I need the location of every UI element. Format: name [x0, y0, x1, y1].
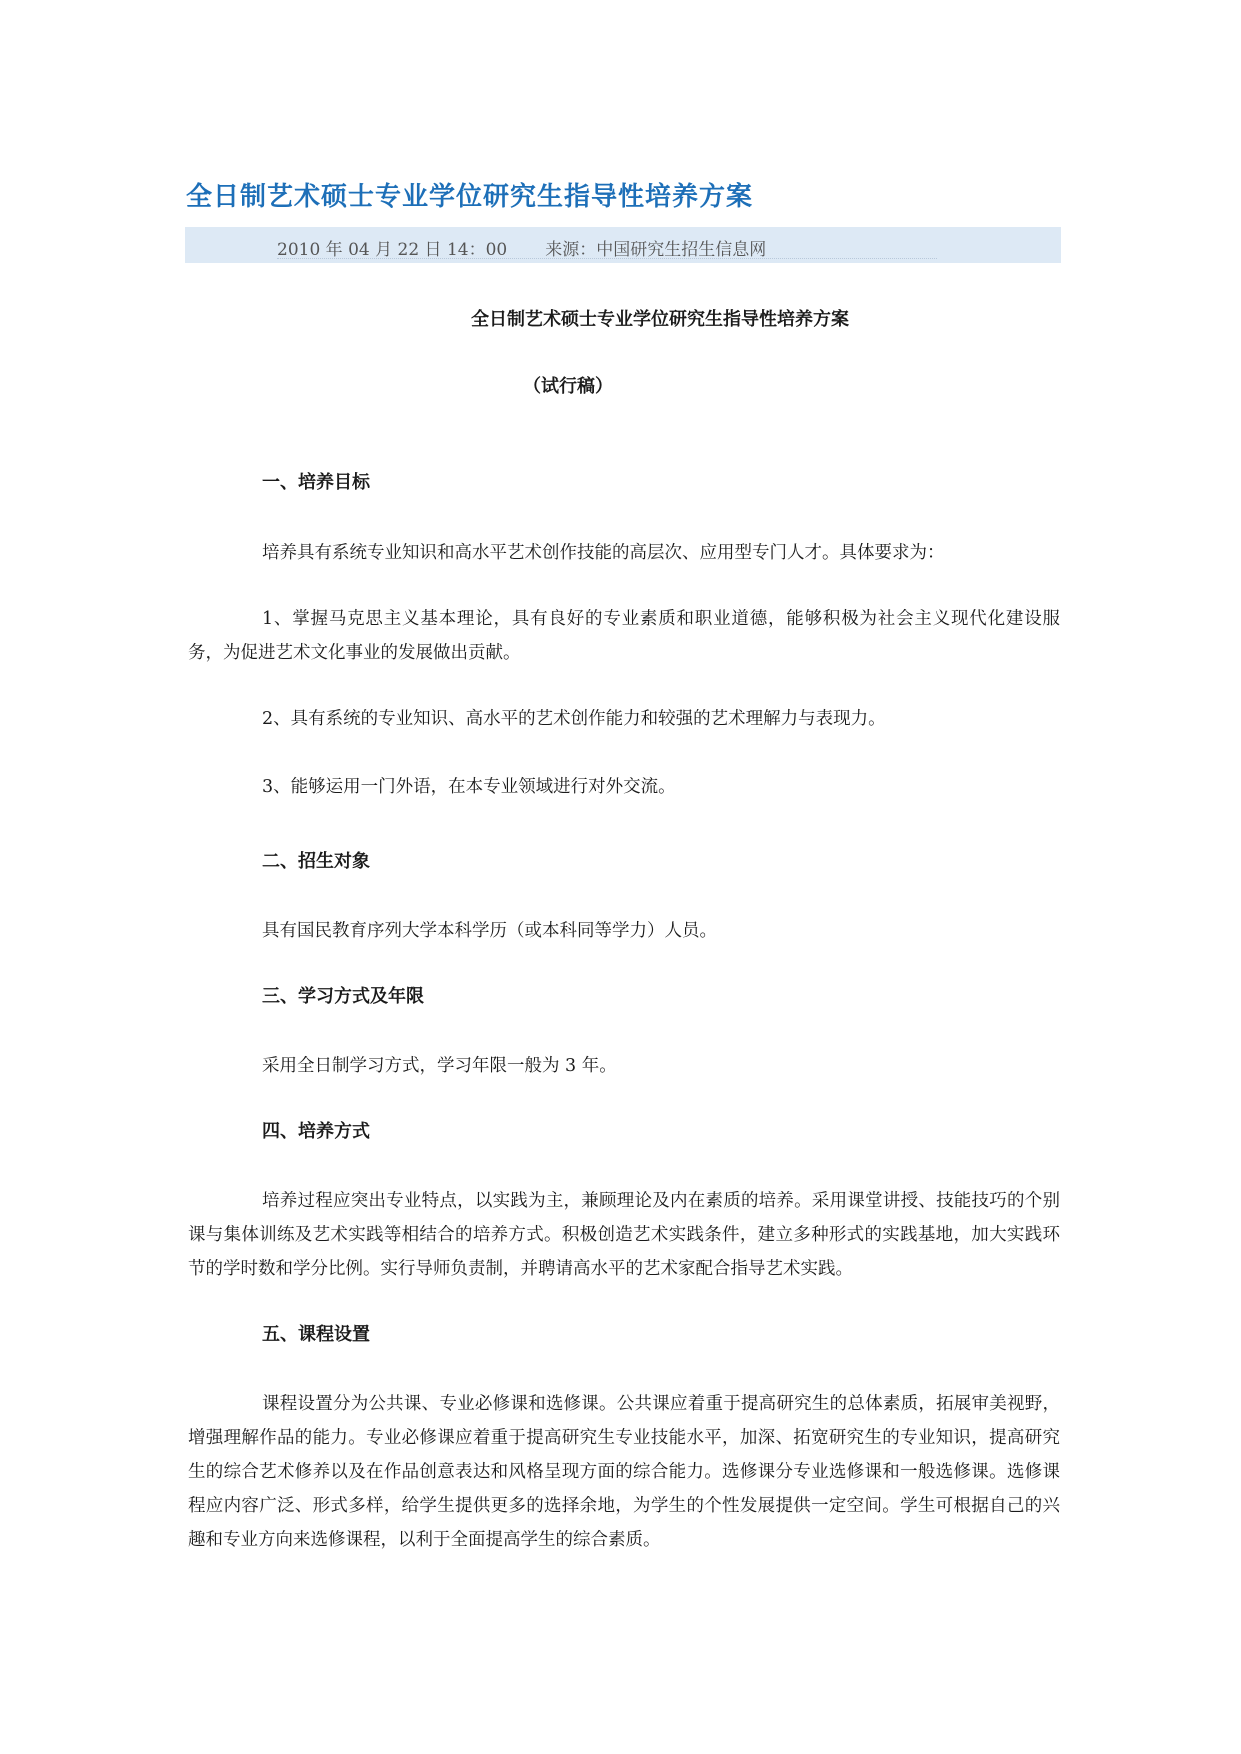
section-paragraph: 具有国民教育序列大学本科学历（或本科同等学力）人员。 — [262, 921, 717, 941]
section-heading-study-mode: 三、学习方式及年限 — [262, 986, 424, 1007]
article-source: 来源：中国研究生招生信息网 — [545, 240, 767, 260]
page-title: 全日制艺术硕士专业学位研究生指导性培养方案 — [186, 182, 754, 212]
section-heading-curriculum: 五、课程设置 — [262, 1324, 370, 1345]
section-paragraph: 1、掌握马克思主义基本理论，具有良好的专业素质和职业道德，能够积极为社会主义现代化建设服务，为促进艺术文化事业的发展做出贡献。 — [188, 609, 1060, 663]
meta-info — [277, 235, 804, 260]
document-subtitle: （试行稿） — [523, 376, 613, 397]
publish-date: 2010 年 04 月 22 日 14：00 — [277, 240, 508, 260]
meta-bar — [185, 227, 1061, 263]
section-paragraph: 2、具有系统的专业知识、高水平的艺术创作能力和较强的艺术理解力与表现力。 — [262, 709, 886, 729]
meta-divider — [277, 258, 937, 259]
section-heading-training: 四、培养方式 — [262, 1121, 370, 1142]
section-paragraph: 3、能够运用一门外语，在本专业领域进行对外交流。 — [262, 777, 676, 797]
section-paragraph: 培养过程应突出专业特点，以实践为主，兼顾理论及内在素质的培养。采用课堂讲授、技能技巧的个别课与集体训练及艺术实践等相结合的培养方式。积极创造艺术实践条件，建立多种形式的实践基地，加大实践环节的学时数和学分比例。实行导师负责制，并聘请高水平的艺术家配合指导艺术实践。 — [188, 1191, 1060, 1279]
section-heading-admission: 二、招生对象 — [262, 851, 370, 872]
section-paragraph: 采用全日制学习方式，学习年限一般为 3 年。 — [262, 1056, 617, 1076]
section-paragraph: 课程设置分为公共课、专业必修课和选修课。公共课应着重于提高研究生的总体素质，拓展审美视野，增强理解作品的能力。专业必修课应着重于提高研究生专业技能水平，加深、拓宽研究生的专业知识，提高研究生的综合艺术修养以及在作品创意表达和风格呈现方面的综合能力。选修课分专业选修课和一般选修课。选修课程应内容广泛、形式多样，给学生提供更多的选择余地，为学生的个性发展提供一定空间。学生可根据自己的兴趣和专业方向来选修课程，以利于全面提高学生的综合素质。 — [188, 1394, 1060, 1550]
section-heading-objectives: 一、培养目标 — [262, 472, 370, 493]
document-title: 全日制艺术硕士专业学位研究生指导性培养方案 — [471, 309, 849, 330]
section-paragraph: 培养具有系统专业知识和高水平艺术创作技能的高层次、应用型专门人才。具体要求为： — [262, 543, 945, 563]
